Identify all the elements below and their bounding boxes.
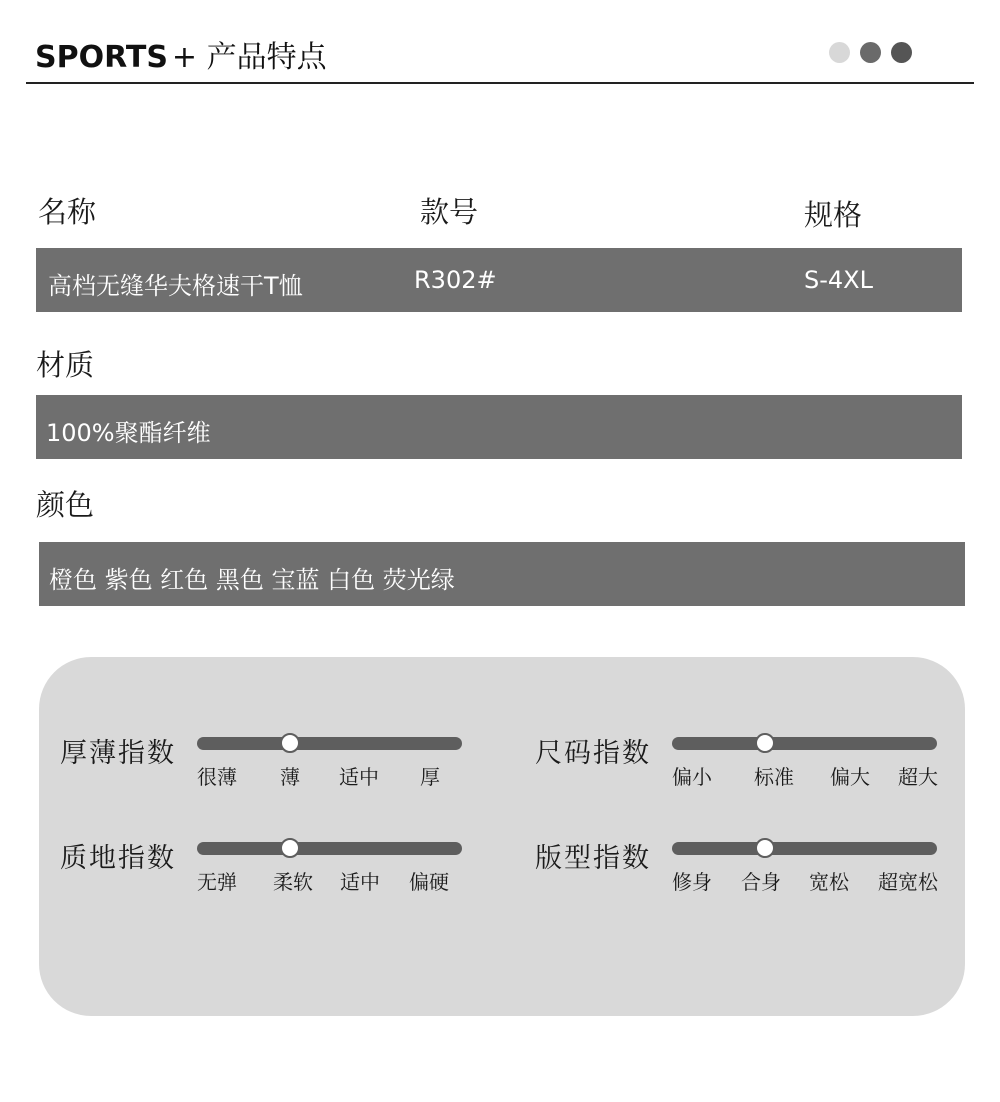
texture-index-title: 质地指数 [60,843,176,874]
fit-option-4: 超宽松 [878,870,938,894]
fit-index-title: 版型指数 [535,843,651,874]
fit-slider [672,842,937,855]
size-option-3: 偏大 [830,765,870,789]
texture-option-4: 偏硬 [409,870,449,894]
texture-slider-knob [280,838,300,858]
color-band [39,542,965,606]
index-panel [39,657,965,1016]
size-slider [672,737,937,750]
texture-slider [197,842,462,855]
size-option-1: 偏小 [672,765,712,789]
texture-option-2: 柔软 [273,870,313,894]
fit-option-3: 宽松 [809,870,849,894]
brand-name: SPORTS [35,40,168,75]
thickness-scale [197,761,462,787]
header-divider [26,82,974,84]
spec-values-band [36,248,962,312]
texture-option-3: 适中 [340,870,380,894]
fit-option-1: 修身 [672,870,712,894]
color-label: 颜色 [36,488,95,522]
thickness-option-3: 适中 [339,765,379,789]
texture-option-1: 无弹 [197,870,237,894]
model-value: R302# [414,266,497,294]
dot-3 [891,42,912,63]
fit-option-2: 合身 [741,870,781,894]
material-band [36,395,962,459]
fit-scale [672,866,937,892]
name-value: 高档无缝华夫格速干T恤 [48,272,303,300]
size-label: 规格 [804,198,863,232]
thickness-option-2: 薄 [280,765,300,789]
thickness-option-1: 很薄 [197,765,237,789]
page-dots [829,42,912,63]
size-index-title: 尺码指数 [535,738,651,769]
size-option-4: 超大 [898,765,938,789]
material-value: 100%聚酯纤维 [46,419,211,447]
brand-title [35,32,327,76]
thickness-slider-knob [280,733,300,753]
dot-2 [860,42,881,63]
size-slider-knob [755,733,775,753]
dot-1 [829,42,850,63]
name-label: 名称 [38,195,97,229]
size-option-2: 标准 [754,765,794,789]
header [30,24,974,84]
fit-slider-knob [755,838,775,858]
color-value: 橙色 紫色 红色 黑色 宝蓝 白色 荧光绿 [49,566,455,594]
model-label: 款号 [420,195,479,229]
thickness-slider [197,737,462,750]
brand-subtitle: + 产品特点 [171,40,327,75]
material-label: 材质 [36,348,95,382]
size-scale [672,761,937,787]
size-value: S-4XL [804,266,873,294]
thickness-index-title: 厚薄指数 [60,738,176,769]
thickness-option-4: 厚 [420,765,440,789]
texture-scale [197,866,462,892]
